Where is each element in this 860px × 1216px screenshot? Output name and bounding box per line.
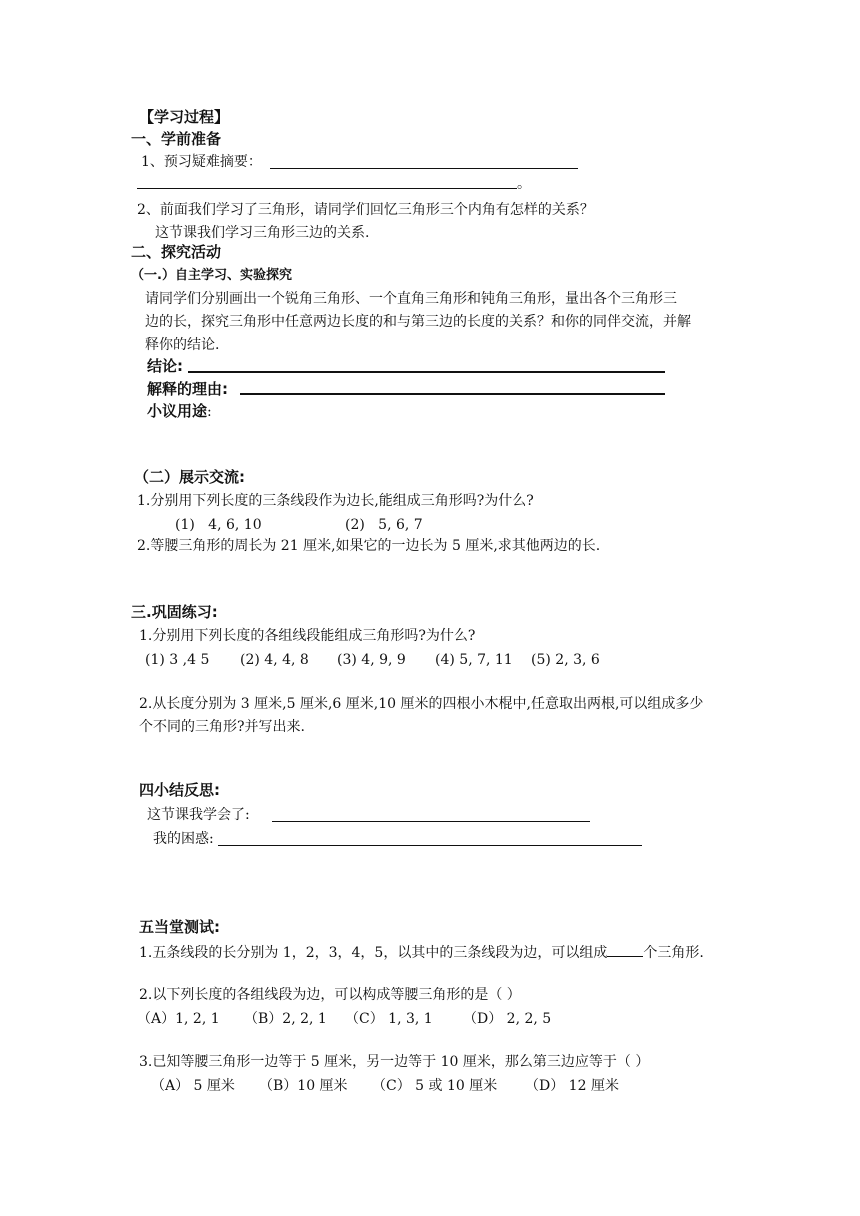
reason-label: 解释的理由: (147, 380, 228, 398)
learned-label: 这节课我学会了: (147, 807, 250, 823)
section2-title: 二、探究活动 (131, 243, 222, 261)
section5-title: 五当堂测试: (139, 918, 220, 936)
section5-q3-opt-a: （A） 5 厘米 (151, 1078, 235, 1094)
para-line-2: 边的长，探究三角形中任意两边长度的和与第三边的长度的关系？和你的同伴交流，并解 (145, 314, 691, 330)
section5-q3-opt-b: （B）10 厘米 (259, 1078, 348, 1094)
section5-q1-part1: 1.五条线段的长分别为 1，2，3，4，5，以其中的三条线段为边，可以组成 (139, 945, 608, 961)
section1-q1-end: 。 (517, 176, 531, 192)
section2-q1-opt2: (2) 5, 6, 7 (345, 517, 423, 533)
confusion-label: 我的困惑: (153, 831, 214, 847)
section2-q2: 2.等腰三角形的周长为 21 厘米,如果它的一边长为 5 厘米,求其他两边的长. (137, 538, 601, 554)
section1-q2: 2、前面我们学习了三角形，请同学们回忆三角形三个内角有怎样的关系？ (137, 202, 594, 218)
section3-opt-3: (3) 4, 9, 9 (337, 652, 406, 668)
section5-q1-part2: 个三角形. (643, 945, 704, 961)
section5-q2-opt-b: （B）2, 2, 1 (244, 1011, 327, 1027)
section1-q1-label: 1、预习疑难摘要： (141, 154, 262, 170)
section3-q2-line2: 个不同的三角形?并写出来. (139, 719, 305, 735)
para-line-3: 释你的结论. (145, 337, 220, 353)
section5-q1-blank[interactable] (607, 942, 643, 957)
answer-blank-1[interactable] (270, 168, 578, 169)
section5-q3-opt-c: （C） 5 或 10 厘米 (372, 1078, 498, 1094)
learned-blank[interactable] (272, 821, 590, 822)
section5-q3: 3.已知等腰三角形一边等于 5 厘米，另一边等于 10 厘米，那么第三边应等于（ ） (139, 1054, 650, 1070)
section5-q2-opt-a: （A）1, 2, 1 (137, 1011, 220, 1027)
section4-title: 四小结反思: (139, 781, 220, 799)
section3-opt-5: (5) 2, 3, 6 (531, 652, 600, 668)
section3-opt-1: (1) 3 ,4 5 (145, 652, 210, 668)
section1-q2-note: 这节课我们学习三角形三边的关系. (155, 225, 370, 241)
reason-blank[interactable] (240, 393, 665, 395)
section3-title: 三.巩固练习: (131, 603, 218, 621)
section5-q2-opt-c: （C） 1, 3, 1 (345, 1011, 433, 1027)
section3-opt-2: (2) 4, 4, 8 (240, 652, 309, 668)
section3-q1: 1.分别用下列长度的各组线段能组成三角形吗?为什么? (139, 628, 476, 644)
section2-q1: 1.分别用下列长度的三条线段作为边长,能组成三角形吗?为什么? (137, 493, 534, 509)
use-colon: : (207, 404, 212, 420)
section5-q2-opt-d: （D） 2, 2, 5 (463, 1011, 552, 1027)
para-line-1: 请同学们分别画出一个锐角三角形、一个直角三角形和钝角三角形，量出各个三角形三 (145, 291, 677, 307)
conclusion-blank[interactable] (188, 371, 665, 373)
use-label: 小议用途 (147, 402, 208, 420)
confusion-blank[interactable] (218, 845, 642, 846)
section5-q2: 2.以下列长度的各组线段为边，可以构成等腰三角形的是（ ） (139, 987, 521, 1003)
section2-sub1-title: （一.）自主学习、实验探究 (131, 268, 292, 283)
section3-q2-line1: 2.从长度分别为 3 厘米,5 厘米,6 厘米,10 厘米的四根小木棍中,任意取出两根,可以组成多少 (139, 696, 704, 712)
section2-q1-opt1: (1) 4, 6, 10 (175, 517, 262, 533)
answer-blank-2[interactable] (137, 188, 517, 189)
section3-opt-4: (4) 5, 7, 11 (435, 652, 513, 668)
section5-q3-opt-d: （D） 12 厘米 (525, 1078, 619, 1094)
section1-title: 一、学前准备 (131, 130, 222, 148)
page-heading: 【学习过程】 (139, 108, 230, 126)
section2-sub2-title: （二）展示交流: (134, 468, 245, 486)
conclusion-label: 结论: (147, 357, 183, 375)
